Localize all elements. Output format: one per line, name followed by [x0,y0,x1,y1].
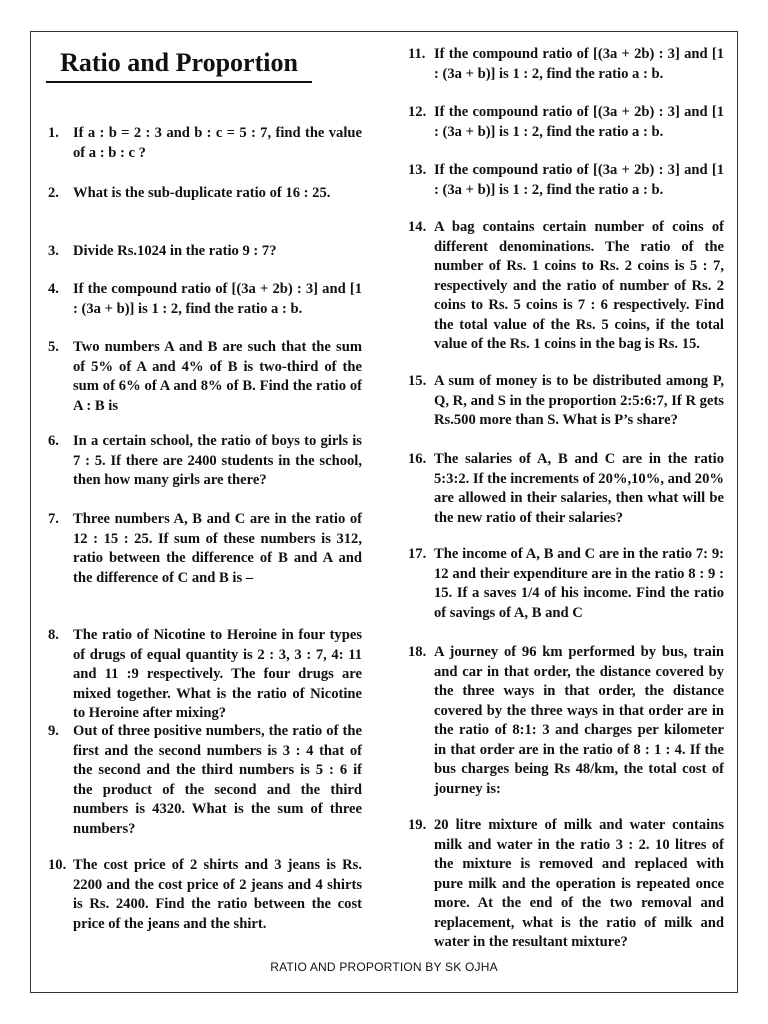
question-number: 10. [48,857,67,873]
question-11 [408,45,724,84]
question-2 [48,184,362,204]
question-text: In a certain school, the ratio of boys to girls is 7 : 5. If there are 2400 students in the school, then how many girls are there? [73,433,362,488]
question-12 [408,103,724,142]
question-text: A bag contains certain number of coins of different denominations. The ratio of the number of Rs. 1 coins to Rs. 2 coins is 5 : 7, respectively and the ratio of number of Rs. 2 coins to Rs. 5 coins is 7 : 6 respectively. Find the total value of the Rs. 5 coins, if the total value of the Rs. 1 coins in the bag is Rs. 15. [434,219,724,352]
question-number: 1. [48,125,59,141]
question-text: If a : b = 2 : 3 and b : c = 5 : 7, find the value of a : b : c ? [73,125,362,161]
question-number: 11. [408,46,426,62]
question-number: 16. [408,451,427,467]
question-17 [408,545,724,623]
question-9 [48,722,362,839]
question-text: 20 litre mixture of milk and water contains milk and water in the ratio 3 : 2. 10 litres of the mixture is removed and replaced with pure milk and the operation is repeated once more. At the end of the two removal and replacement, what is the ratio of milk and water in the resultant mixture? [434,817,724,950]
question-5 [48,338,362,416]
question-3 [48,242,362,262]
question-number: 17. [408,546,427,562]
question-number: 18. [408,644,427,660]
question-text: If the compound ratio of [(3a + 2b) : 3] and [1 : (3a + b)] is 1 : 2, find the ratio a : b. [434,46,724,82]
question-number: 15. [408,373,427,389]
question-text: What is the sub-duplicate ratio of 16 : 25. [73,185,331,201]
question-15 [408,372,724,431]
question-text: Divide Rs.1024 in the ratio 9 : 7? [73,243,277,259]
question-14 [408,218,724,355]
question-1 [48,124,362,163]
question-number: 7. [48,511,59,527]
page-footer: RATIO AND PROPORTION BY SK OJHA [270,960,498,974]
question-number: 8. [48,627,59,643]
question-text: Two numbers A and B are such that the sum of 5% of A and 4% of B is two-third of the sum of 6% of A and 8% of B. Find the ratio of A : B is [73,339,362,414]
question-number: 9. [48,723,59,739]
question-number: 13. [408,162,427,178]
question-text: The cost price of 2 shirts and 3 jeans is Rs. 2200 and the cost price of 2 jeans and 4 shirts is Rs. 2400. Find the ratio between the cost price of the jeans and the shirt. [73,857,362,932]
question-text: Out of three positive numbers, the ratio of the first and the second numbers is 3 : 4 that of the second and the third numbers is 5 : 6 if the product of the second and the third numbers is 4320. What is the sum of three numbers? [73,723,362,837]
question-4 [48,280,362,319]
question-13 [408,161,724,200]
question-number: 14. [408,219,427,235]
question-19 [408,816,724,953]
question-text: A sum of money is to be distributed among P, Q, R, and S in the proportion 2:5:6:7, If R gets Rs.500 more than S. What is P’s share? [434,373,724,428]
question-number: 2. [48,185,59,201]
question-text: If the compound ratio of [(3a + 2b) : 3] and [1 : (3a + b)] is 1 : 2, find the ratio a : b. [73,281,362,317]
question-6 [48,432,362,491]
question-16 [408,450,724,528]
question-text: If the compound ratio of [(3a + 2b) : 3] and [1 : (3a + b)] is 1 : 2, find the ratio a : b. [434,104,724,140]
question-text: The ratio of Nicotine to Heroine in four types of drugs of equal quantity is 2 : 3, 3 : 7, 4: 11 and 11 :9 respectively. The four drugs are mixed together. What is the ratio of Nicotine to Heroine after mixing? [73,627,362,721]
question-text: The income of A, B and C are in the ratio 7: 9: 12 and their expenditure are in the ratio 8 : 9 : 15. If a saves 1/4 of his income. Find the ratio of savings of A, B and C [434,546,724,621]
page-title: Ratio and Proportion [46,46,312,83]
question-number: 5. [48,339,59,355]
question-number: 6. [48,433,59,449]
question-number: 12. [408,104,427,120]
question-text: A journey of 96 km performed by bus, train and car in that order, the distance covered by the three ways in that order, the distance covered by the three ways in that order are in the ratio of 8:1: 3 and charges per kilometer in that order are in the ratio of 8 : 1 : 4. If the bus charges being Rs 48/km, the total cost of journey is: [434,644,724,797]
question-18 [408,643,724,799]
question-text: Three numbers A, B and C are in the ratio of 12 : 15 : 25. If sum of these numbers is 312, ratio between the difference of B and A and the difference of C and B is – [73,511,362,586]
question-number: 4. [48,281,59,297]
question-10 [48,856,362,934]
question-text: The salaries of A, B and C are in the ratio 5:3:2. If the increments of 20%,10%, and 20% are allowed in their salaries, then what will be the new ratio of their salaries? [434,451,724,526]
question-7 [48,510,362,588]
question-8 [48,626,362,724]
question-number: 3. [48,243,59,259]
question-number: 19. [408,817,427,833]
question-text: If the compound ratio of [(3a + 2b) : 3] and [1 : (3a + b)] is 1 : 2, find the ratio a : b. [434,162,724,198]
